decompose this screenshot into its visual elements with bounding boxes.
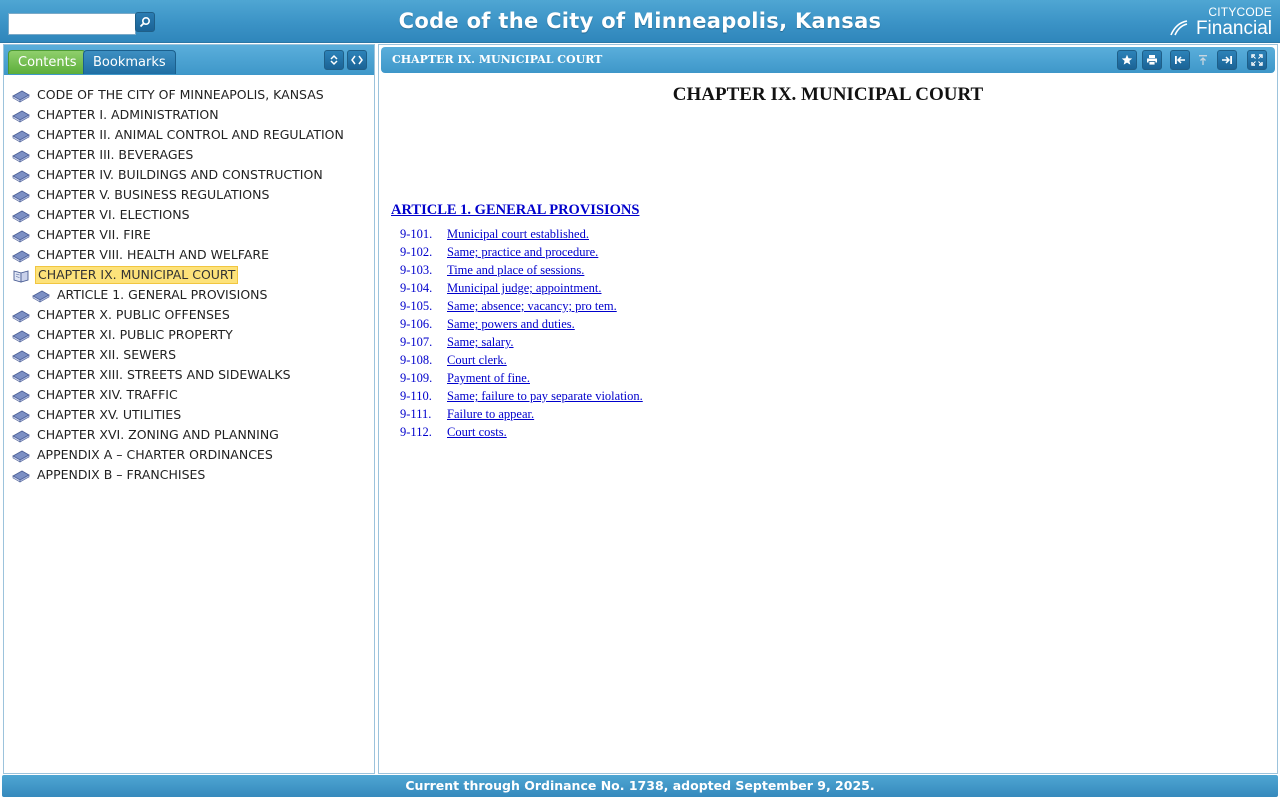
toc-item-label: CHAPTER VII. FIRE (37, 227, 151, 242)
code-view-icon (351, 55, 363, 65)
book-icon (12, 388, 30, 403)
section-title: Municipal judge; appointment. (447, 281, 602, 295)
toc-item[interactable] (4, 85, 374, 105)
section-link[interactable] (400, 225, 643, 243)
open-book-icon (12, 268, 30, 283)
toc-item[interactable] (4, 225, 374, 245)
document-panel-header (381, 47, 1275, 73)
book-icon (12, 208, 30, 223)
toc-item-label: CHAPTER XII. SEWERS (37, 347, 177, 362)
section-title: Same; absence; vacancy; pro tem. (447, 299, 617, 313)
section-link[interactable] (400, 315, 643, 333)
article-link[interactable]: ARTICLE 1. GENERAL PROVISIONS (391, 202, 640, 218)
book-icon (12, 408, 30, 423)
toc-item-label: CHAPTER V. BUSINESS REGULATIONS (37, 187, 270, 202)
code-view-button[interactable] (347, 50, 367, 70)
logo-line-2: Financial (1195, 18, 1272, 39)
section-title: Court costs. (447, 425, 507, 439)
section-title: Municipal court established. (447, 227, 589, 241)
section-number: 9-111. (400, 407, 432, 421)
toc-item-label: CHAPTER XIII. STREETS AND SIDEWALKS (37, 367, 291, 382)
bookmark-button[interactable] (1117, 50, 1137, 70)
toc-item-label: APPENDIX A – CHARTER ORDINANCES (37, 447, 273, 462)
section-link[interactable] (400, 423, 643, 441)
print-icon (1146, 54, 1158, 66)
previous-section-icon (1174, 55, 1186, 65)
toc-item[interactable] (4, 445, 374, 465)
section-number: 9-104. (400, 281, 433, 295)
section-title: Failure to appear. (447, 407, 535, 421)
up-section-icon (1198, 54, 1208, 66)
book-icon (32, 288, 50, 303)
tab-bookmarks[interactable]: Bookmarks (83, 50, 176, 74)
book-icon (12, 168, 30, 183)
toc-item[interactable] (4, 405, 374, 425)
top-header-bar (0, 0, 1280, 43)
toc-item-label: CODE OF THE CITY OF MINNEAPOLIS, KANSAS (37, 87, 324, 102)
next-section-icon (1221, 55, 1233, 65)
toc-item[interactable] (4, 145, 374, 165)
book-icon (12, 188, 30, 203)
toc-item[interactable] (4, 425, 374, 445)
toc-item[interactable] (4, 205, 374, 225)
toc-item[interactable] (4, 345, 374, 365)
toc-item-label: CHAPTER VIII. HEALTH AND WELFARE (37, 247, 269, 262)
logo-swoosh-icon (1170, 20, 1188, 36)
toc-item-label: ARTICLE 1. GENERAL PROVISIONS (57, 287, 268, 302)
toc-item[interactable] (4, 465, 374, 485)
section-title: Payment of fine. (447, 371, 530, 385)
section-number: 9-105. (400, 299, 433, 313)
toc-item-label: CHAPTER XI. PUBLIC PROPERTY (37, 327, 233, 342)
section-number: 9-101. (400, 227, 433, 241)
section-title: Same; practice and procedure. (447, 245, 599, 259)
section-number: 9-112. (400, 425, 432, 439)
book-icon (12, 248, 30, 263)
toc-item-label: CHAPTER III. BEVERAGES (37, 147, 194, 162)
toc-item[interactable] (4, 245, 374, 265)
book-icon (12, 308, 30, 323)
fullscreen-icon (1251, 54, 1263, 66)
next-section-button[interactable] (1217, 50, 1237, 70)
expand-collapse-button[interactable] (324, 50, 344, 70)
toc-subitem[interactable] (4, 285, 374, 305)
bookmark-star-icon (1121, 54, 1133, 66)
book-icon (12, 228, 30, 243)
book-icon (12, 108, 30, 123)
section-title: Same; failure to pay separate violation. (447, 389, 643, 403)
book-icon (12, 88, 30, 103)
toc-item-label: CHAPTER XIV. TRAFFIC (37, 387, 178, 402)
section-link[interactable] (400, 297, 643, 315)
expand-collapse-icon (329, 54, 339, 66)
toc-item-label: CHAPTER II. ANIMAL CONTROL AND REGULATION (37, 127, 344, 142)
toc-item[interactable] (4, 185, 374, 205)
toc-item-label: CHAPTER I. ADMINISTRATION (37, 107, 219, 122)
toc-item-label: CHAPTER X. PUBLIC OFFENSES (37, 307, 230, 322)
book-icon (12, 448, 30, 463)
toc-item-label: CHAPTER IV. BUILDINGS AND CONSTRUCTION (37, 167, 323, 182)
toc-item-label: CHAPTER XVI. ZONING AND PLANNING (37, 427, 279, 442)
section-number: 9-106. (400, 317, 433, 331)
toc-item-label: CHAPTER XV. UTILITIES (37, 407, 182, 422)
table-of-contents (4, 85, 374, 485)
section-link[interactable] (400, 369, 643, 387)
section-link[interactable] (400, 405, 643, 423)
section-title: Court clerk. (447, 353, 507, 367)
section-number: 9-108. (400, 353, 433, 367)
print-button[interactable] (1142, 50, 1162, 70)
toc-item[interactable] (4, 325, 374, 345)
toc-item[interactable] (4, 365, 374, 385)
toc-item-label: CHAPTER VI. ELECTIONS (37, 207, 190, 222)
book-icon (12, 348, 30, 363)
toc-item[interactable] (4, 305, 374, 325)
section-title: Same; powers and duties. (447, 317, 575, 331)
section-number: 9-110. (400, 389, 432, 403)
toc-item-label: APPENDIX B – FRANCHISES (37, 467, 206, 482)
section-number: 9-107. (400, 335, 433, 349)
toc-item[interactable] (4, 165, 374, 185)
section-number: 9-109. (400, 371, 433, 385)
contents-panel-header (4, 45, 374, 75)
document-header-title: CHAPTER IX. MUNICIPAL COURT (392, 53, 603, 66)
fullscreen-button[interactable] (1247, 50, 1267, 70)
toc-item[interactable] (4, 385, 374, 405)
up-section-button[interactable] (1193, 50, 1213, 70)
book-icon (12, 428, 30, 443)
toc-item[interactable] (4, 105, 374, 125)
document-panel (378, 44, 1278, 774)
book-icon (12, 368, 30, 383)
section-link[interactable] (400, 351, 643, 369)
toc-item-label: CHAPTER IX. MUNICIPAL COURT (35, 266, 238, 284)
toc-item-selected[interactable] (4, 265, 374, 285)
citycode-logo (1168, 6, 1272, 38)
document-title: CHAPTER IX. MUNICIPAL COURT (672, 84, 984, 105)
section-number: 9-102. (400, 245, 433, 259)
section-number: 9-103. (400, 263, 433, 277)
section-link[interactable] (400, 333, 643, 351)
previous-section-button[interactable] (1170, 50, 1190, 70)
section-link[interactable] (400, 261, 643, 279)
contents-panel (3, 44, 375, 774)
app-title: Code of the City of Minneapolis, Kansas (398, 9, 882, 33)
section-link[interactable] (400, 387, 643, 405)
logo-line-1: CITYCODE (1208, 5, 1272, 19)
book-icon (12, 128, 30, 143)
section-title: Time and place of sessions. (447, 263, 585, 277)
section-link[interactable] (400, 243, 643, 261)
tab-contents[interactable]: Contents (8, 50, 86, 74)
section-title: Same; salary. (447, 335, 514, 349)
footer-status: Current through Ordinance No. 1738, adopted September 9, 2025. (2, 775, 1278, 797)
section-list (400, 225, 643, 441)
section-link[interactable] (400, 279, 643, 297)
toc-item[interactable] (4, 125, 374, 145)
book-icon (12, 468, 30, 483)
book-icon (12, 328, 30, 343)
book-icon (12, 148, 30, 163)
